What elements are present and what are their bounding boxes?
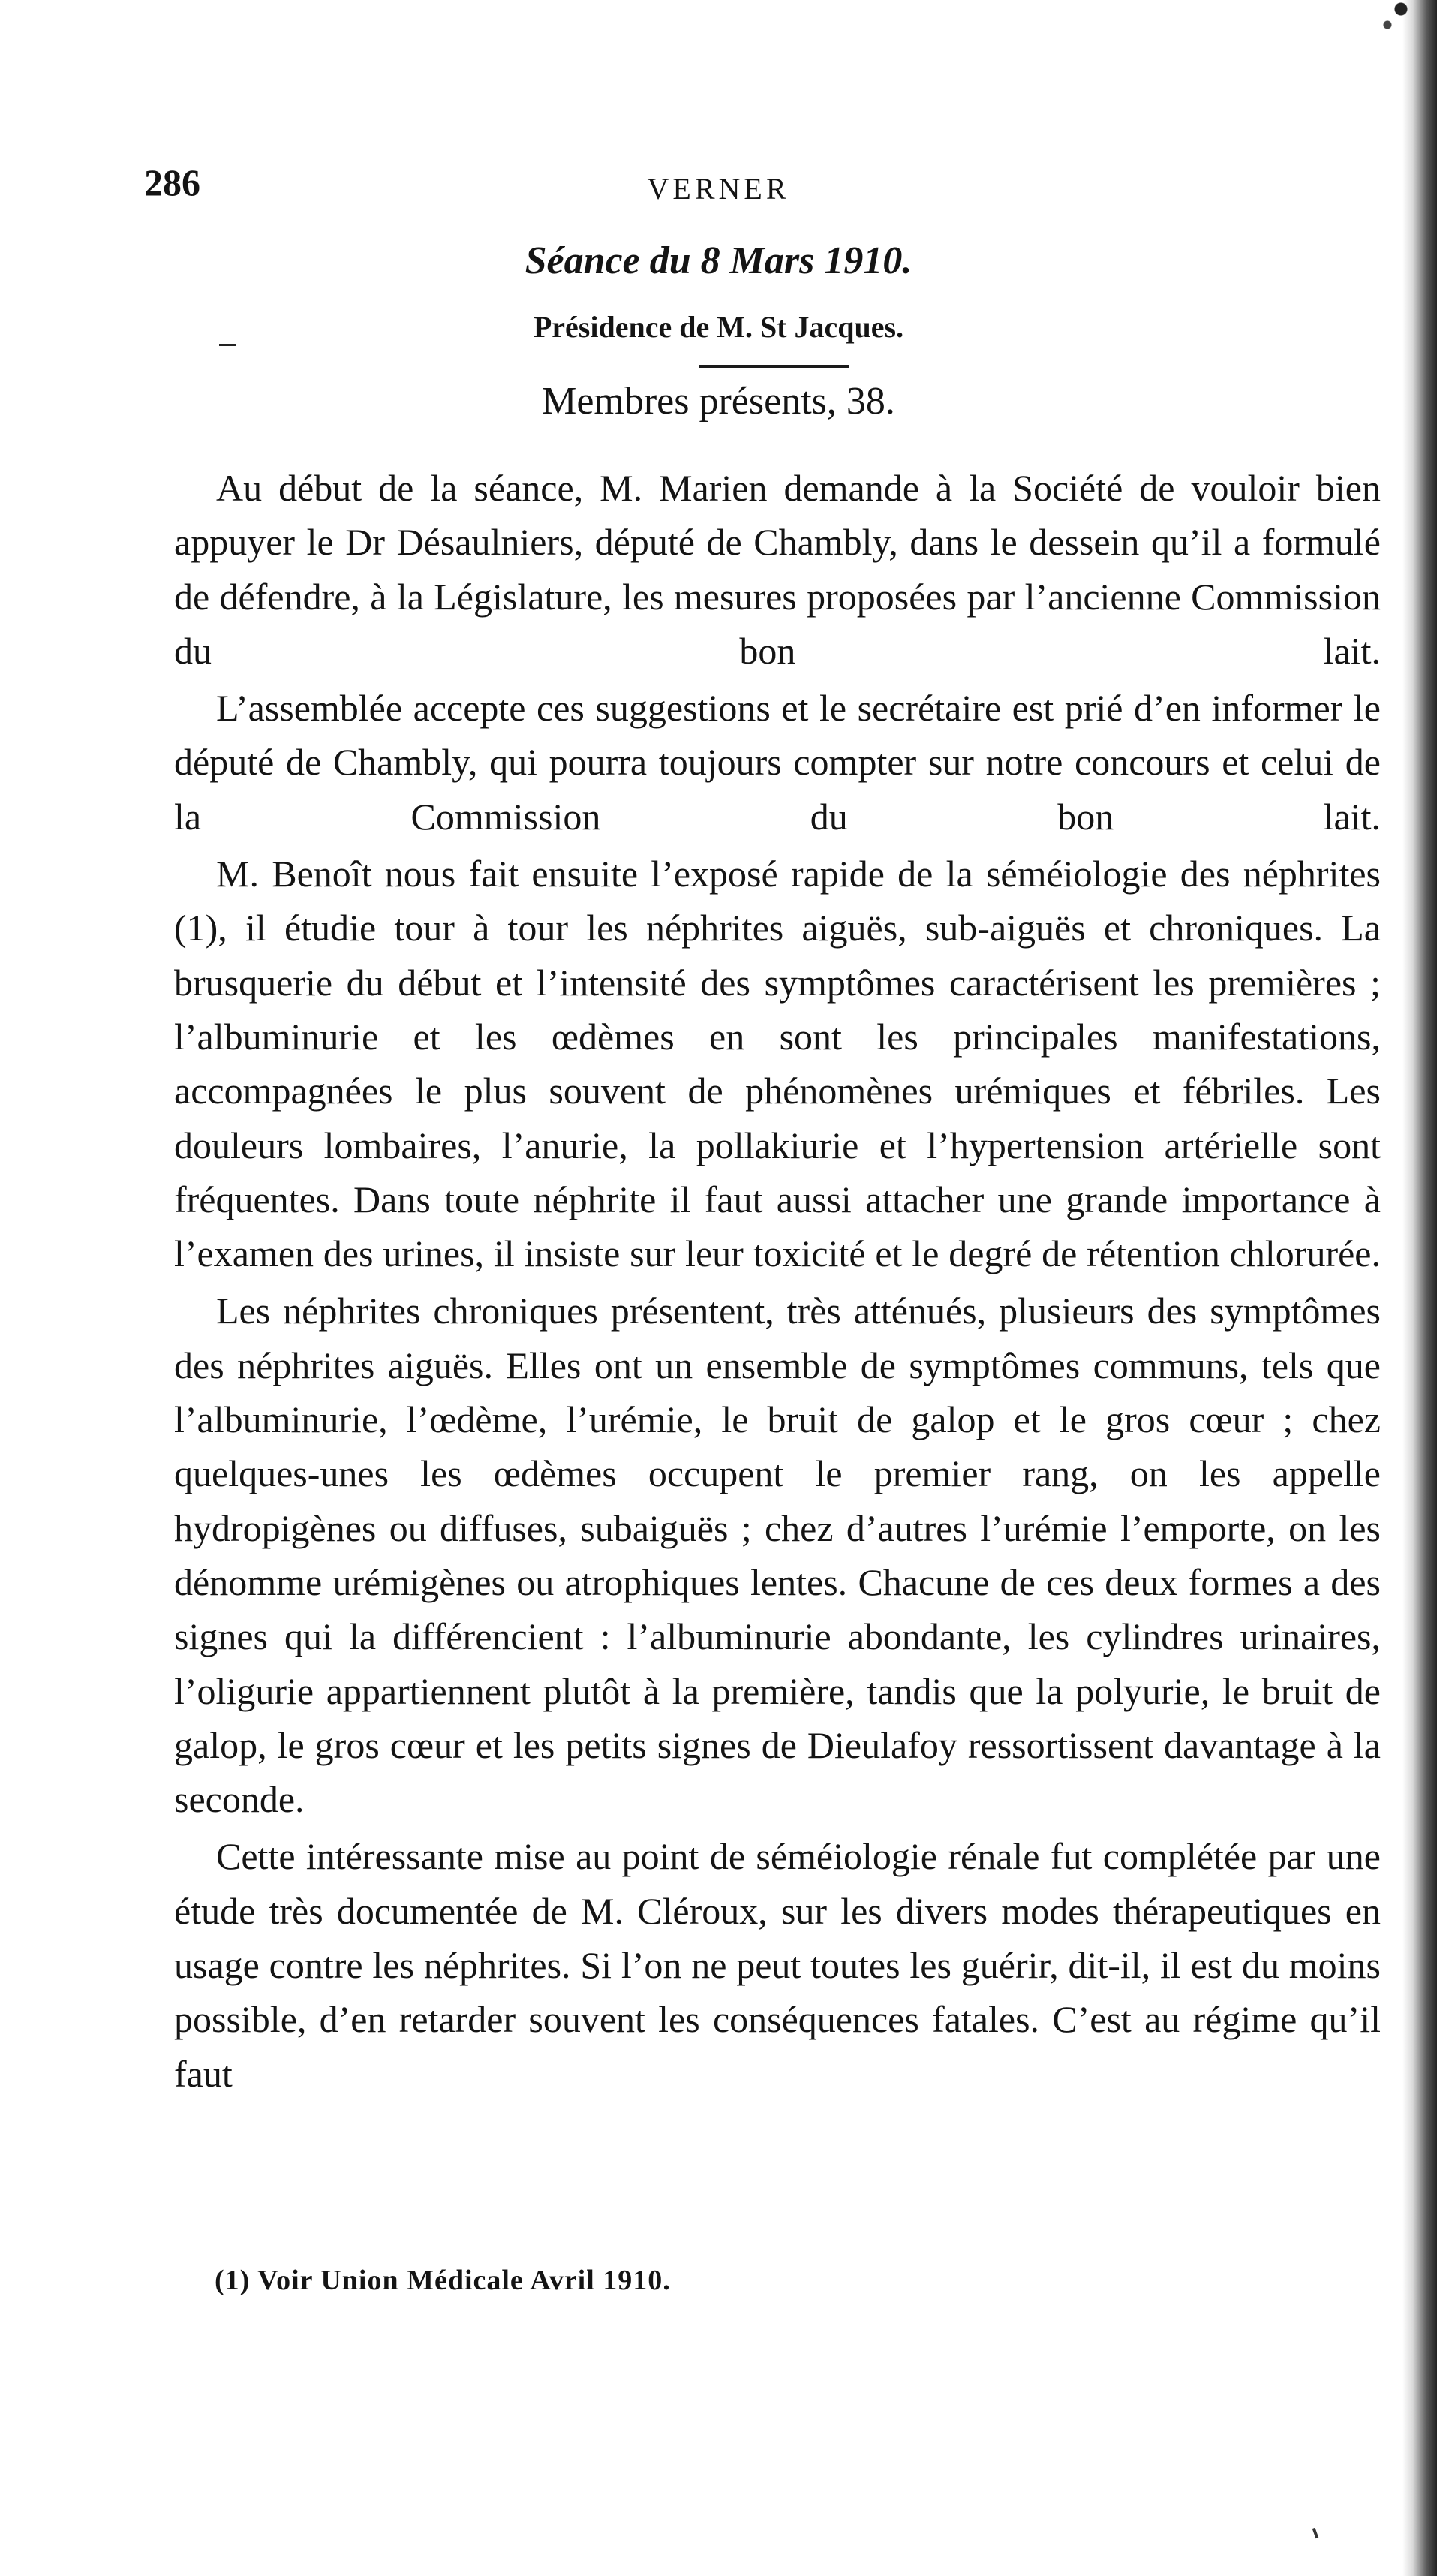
ink-speck [1312, 2528, 1319, 2539]
session-title: Séance du 8 Mars 1910. [525, 239, 912, 282]
footnote: (1) Voir Union Médicale Avril 1910. [215, 2265, 671, 2296]
body-text [174, 461, 1381, 2104]
presidency-line: Présidence de M. St Jacques. [533, 310, 904, 344]
paragraph: Au début de la séance, M. Marien demande à la Société de vouloir bien appuyer le Dr Désaulniers, député de Chambly, dans le dessein qu’il a formulé de défendre, à la Législature, les mesures proposées par l’ancienne Commission du bon lait. [174, 467, 1381, 672]
margin-tick-mark [219, 344, 236, 346]
paragraph: Les néphrites chroniques présentent, très atténués, plusieurs des symptômes des néphrites aiguës. Elles ont un ensemble de symptômes communs, tels que l’albuminurie, l’œdème, l’urémie, le bruit de galop et le gros cœur ; chez quelques-unes les œdèmes occupent le premier rang, on les appelle hydropigènes ou diffuses, subaiguës ; chez d’autres l’urémie l’emporte, on les dénomme urémigènes ou atrophiques lentes. Chacune de ces deux formes a des signes qui la différencient : l’albuminurie abondante, les cylindres urinaires, l’oligurie appartiennent plutôt à la première, tandis que la polyurie, le bruit de galop, le gros cœur et les petits signes de Dieulafoy ressortissent davantage à la seconde. [174, 1290, 1381, 1821]
corner-ink-mark [1369, 0, 1414, 45]
paragraph: L’assemblée accepte ces suggestions et le secrétaire est prié d’en informer le député de Chambly, qui pourra toujours compter sur notre concours et celui de la Commission du bon lait. [174, 687, 1381, 838]
paragraph: Cette intéressante mise au point de séméiologie rénale fut complétée par une étude très documentée de M. Cléroux, sur les divers modes thérapeutiques en usage contre les néphrites. Si l’on ne peut toutes les guérir, dit-il, il est du moins possible, d’en retarder souvent les conséquences fatales. C’est au régime qu’il faut [174, 1835, 1381, 2095]
members-present: Membres présents, 38. [542, 380, 895, 423]
page-number: 286 [144, 161, 200, 203]
running-head: VERNER [647, 172, 790, 206]
paragraph: M. Benoît nous fait ensuite l’exposé rapide de la séméiologie des néphrites (1), il étudie tour à tour les néphrites aiguës, sub-aiguës et chroniques. La brusquerie du début et l’intensité des symptômes caractérisent les premières ; l’albuminurie et les œdèmes en sont les principales manifestations, accompagnées le plus souvent de phénomènes urémiques et fébriles. Les douleurs lombaires, l’anurie, la pollakiurie et l’hypertension artérielle sont fréquentes. Dans toute néphrite il faut aussi attacher une grande importance à l’examen des urines, il insiste sur leur toxicité et le degré de rétention chlorurée. [174, 853, 1381, 1275]
section-rule [699, 365, 849, 368]
